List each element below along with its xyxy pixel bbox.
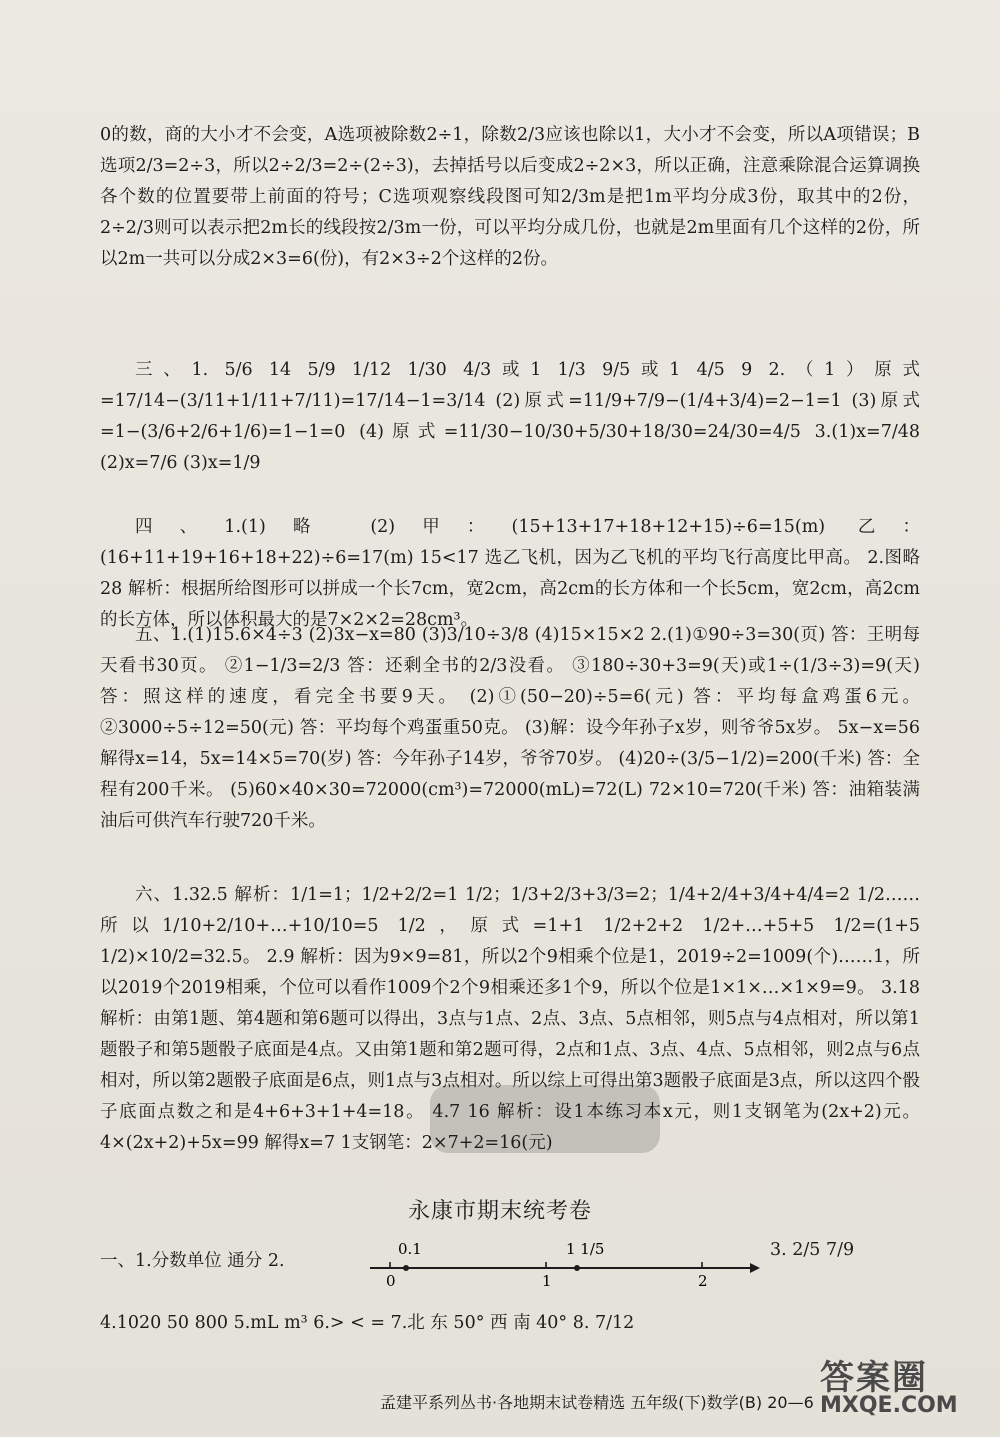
paragraph-section-six: 六、1.32.5 解析：1/1=1；1/2+2/2=1 1/2；1/3+2/3+3/3=2；1/4+2/4+3/4+4/4=2 1/2……所以1/10+2/10+…+10/10=5 1/2，原式=1+1 1/2+2+2 1/2+…+5+5 1/2=(1+5 1/2)×10/2=32.5。 2.9 解析：因为9×9=81，所以2个9相乘个位是1，2019÷2=1009(个)……1，所以2019个2019相乘，个位可以看作1009个2个9相乘还多1个9，所以个位是1×1×…×1×9=9。 3.18 解析：由第1题、第4题和第6题可以得出，3点与1点、2点、3点、5点相邻，则5点与4点相对，所以第1题骰子和第5题骰子底面是4点。又由第1题和第2题可得，2点和1点、3点、4点、5点相邻，则2点与6点相对，所以第2题骰子底面是6点，则1点与3点相对。所以综上可得出第3题骰子底面是3点，所以这四个骰子底面点数之和是4+6+3+1+4=18。 4.7 16 解析：设1本练习本x元，则1支钢笔为(2x+2)元。 4×(2x+2)+5x=99 解得x=7 1支钢笔：2×7+2=16(元): [100, 885, 920, 1153]
paragraph-section-three: 三、1. 5/6 14 5/9 1/12 1/30 4/3或1 1/3 9/5或1 4/5 9 2.（1）原式=17/14−(3/11+1/11+7/11)=17/14−1=3/14 (2)原式=11/9+7/9−(1/4+3/4)=2−1=1 (3)原式=1−(3/6+2/6+1/6)=1−1=0 (4)原式=11/30−10/30+5/30+18/30=24/30=4/5 3.(1)x=7/48 (2)x=7/6 (3)x=1/9: [100, 360, 920, 473]
paragraph-section-five: 五、1.(1)15.6×4÷3 (2)3x−x=80 (3)3/10÷3/8 (4)15×15×2 2.(1)①90÷3=30(页) 答：王明每天看书30页。 ②1−1/3=2/3 答：还剩全书的2/3没看。 ③180÷30+3=9(天)或1÷(1/3÷3)=9(天) 答：照这样的速度，看完全书要9天。 (2)①(50−20)÷5=6(元) 答：平均每盒鸡蛋6元。 ②3000÷5÷12=50(元) 答：平均每个鸡蛋重50克。 (3)解：设今年孙子x岁，则爷爷5x岁。 5x−x=56 解得x=14，5x=14×5=70(岁) 答：今年孙子14岁，爷爷70岁。 (4)20÷(3/5−1/2)=200(千米) 答：全程有200千米。 (5)60×40×30=72000(cm³)=72000(mL)=72(L) 72×10=720(千米) 答：油箱装满油后可供汽车行驶720千米。: [100, 625, 920, 831]
label-point-two: 1 1/5: [566, 1240, 605, 1258]
answer-line-one-end: 3. 2/5 7/9: [770, 1240, 855, 1260]
answer-line-one: 一、1.分数单位 通分 2.: [100, 1251, 285, 1271]
tick-label-two: 2: [698, 1272, 708, 1290]
section-title: 永康市期末统考卷: [407, 1199, 592, 1224]
scan-smudge: [430, 1085, 660, 1153]
paragraph-section-four: 四、1.(1)略 (2)甲：(15+13+17+18+12+15)÷6=15(m) 乙：(16+11+19+16+18+22)÷6=17(m) 15<17 选乙飞机，因为乙飞机的平均飞行高度比甲高。 2.图略 28 解析：根据所给图形可以拼成一个长7cm，宽2cm，高2cm的长方体和一个长5cm，宽2cm，高2cm的长方体，所以体积最大的是7×2×2=28cm³。: [100, 517, 920, 630]
watermark-logo: 答案圈: [820, 1358, 928, 1398]
label-point-one: 0.1: [398, 1240, 422, 1258]
tick-label-zero: 0: [386, 1272, 396, 1290]
page-footer: 孟建平系列丛书·各地期末试卷精选 五年级(下)数学(B) 20—6: [380, 1393, 814, 1412]
number-line: [360, 1232, 760, 1292]
answer-line-two: 4.1020 50 800 5.mL m³ 6.> < = 7.北 东 50° 西 南 40° 8. 7/12: [100, 1313, 635, 1333]
tick-label-one: 1: [542, 1272, 552, 1290]
site-watermark: [820, 1350, 990, 1430]
paragraph-analysis-tail: 0的数，商的大小才不会变，A选项被除数2÷1，除数2/3应该也除以1，大小才不会变，所以A项错误；B选项2/3=2÷3，所以2÷2/3=2÷(2÷3)，去掉括号以后变成2÷2×3，所以正确，注意乘除混合运算调换各个数的位置要带上前面的符号；C选项观察线段图可知2/3m是把1m平均分成3份，取其中的2份，2÷2/3则可以表示把2m长的线段按2/3m一份，可以平均分成几份，也就是2m里面有几个这样的2份，所以2m一共可以分成2×3=6(份)，有2×3÷2个这样的2份。: [100, 125, 920, 269]
watermark-url: MXQE.COM: [820, 1393, 958, 1418]
